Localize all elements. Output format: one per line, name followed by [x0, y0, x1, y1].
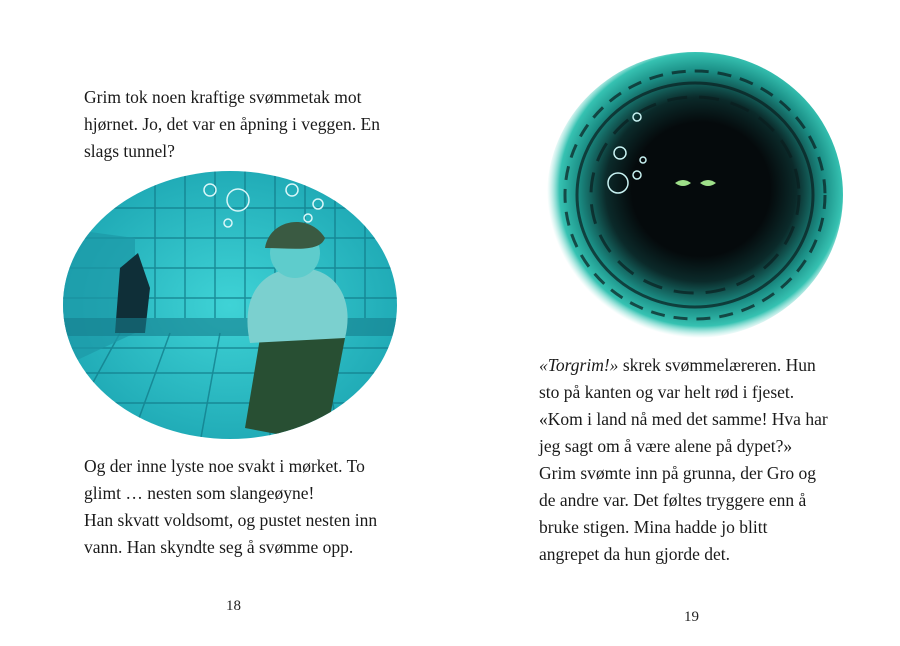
text-span: skrek svømmelæreren. Hun [618, 355, 816, 375]
text-line: Han skvatt voldsomt, og pustet nesten inn [84, 510, 378, 530]
text-line: angrepet da hun gjorde det. [539, 544, 730, 564]
text-line: vann. Han skyndte seg å svømme opp. [84, 537, 354, 557]
right-paragraph-1 [539, 352, 828, 568]
text-line: slags tunnel? [84, 141, 175, 161]
pool-illustration [60, 168, 400, 443]
text-line: glimt … nesten som slangeøyne! [84, 483, 315, 503]
italic-exclamation: «Torgrim!» [539, 355, 619, 375]
text-line [539, 352, 828, 379]
text-line: bruke stigen. Mina hadde jo blitt [539, 517, 768, 537]
text-line: sto på kanten og var helt rød i fjeset. [539, 382, 795, 402]
right-page [450, 0, 900, 646]
page-number: 19 [684, 609, 699, 625]
text-line: Grim svømte inn på grunna, der Gro og [539, 463, 817, 483]
tunnel-illustration [545, 50, 845, 340]
text-line: Grim tok noen kraftige svømmetak mot [84, 87, 362, 107]
text-line: hjørnet. Jo, det var en åpning i veggen. En [84, 114, 380, 134]
text-line: jeg sagt om å være alene på dypet?» [539, 436, 793, 456]
page-number: 18 [226, 598, 241, 614]
left-paragraph-2 [84, 453, 377, 561]
text-line: Og der inne lyste noe svakt i mørket. To [84, 456, 365, 476]
left-paragraph-1 [84, 84, 380, 165]
text-line: «Kom i land nå med det samme! Hva har [539, 409, 828, 429]
text-line: de andre var. Det føltes tryggere enn å [539, 490, 807, 510]
